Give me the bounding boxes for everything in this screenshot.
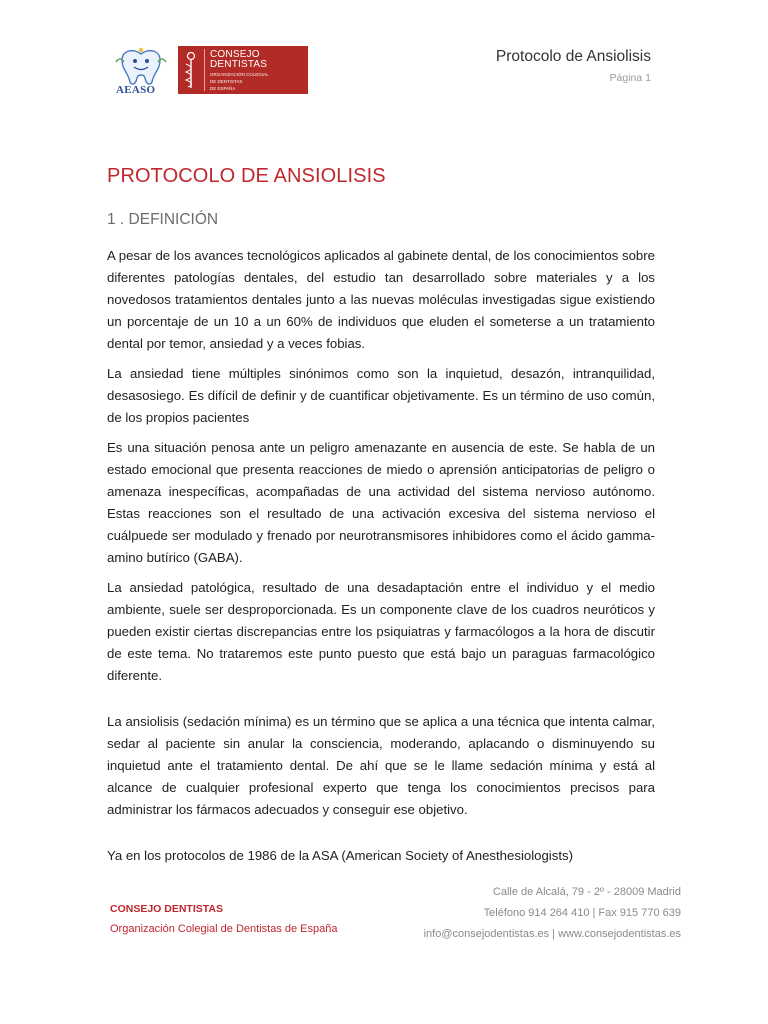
page-title: PROTOCOLO DE ANSIOLISIS bbox=[107, 165, 386, 187]
section-heading: 1 . DEFINICIÓN bbox=[107, 211, 219, 228]
page-number: Página 1 bbox=[609, 72, 651, 84]
body-text bbox=[107, 245, 655, 867]
header-info bbox=[496, 48, 651, 84]
paragraph: La ansiedad tiene múltiples sinónimos como son la inquietud, desazón, intranquilidad, desasosiego. Es difícil de definir y de cuantificar objetivamente. Es un término de uso común, de los propios pacientes bbox=[107, 366, 655, 425]
footer-org-name: CONSEJO DENTISTAS bbox=[110, 903, 223, 915]
footer-email-web: info@consejodentistas.es | www.consejodentistas.es bbox=[423, 928, 681, 940]
paragraph: Es una situación penosa ante un peligro amenazante en ausencia de este. Se habla de un estado emocional que presenta reacciones de miedo o aprensión anticipatorias de peligro o amenaza inespecíficas, acompañadas de una actividad del sistema nervioso autónomo. Estas reacciones son el resultado de una activación excesiva del sistema nervioso el cuálpuede ser modulado y frenado por neurotransmisores inhibidores como el ácido gamma-amino butírico (GABA). bbox=[107, 440, 655, 565]
footer-address: Calle de Alcalá, 79 - 2º - 28009 Madrid bbox=[492, 886, 681, 898]
logo-subtitle-line: DE ESPAÑA bbox=[210, 86, 236, 91]
footer-contact bbox=[424, 882, 681, 945]
logo-subtitle-line: DE DENTISTAS bbox=[210, 79, 243, 84]
caduceus-icon bbox=[178, 49, 205, 91]
aeaso-logo-text: AEASO bbox=[116, 84, 156, 96]
paragraph: La ansiolisis (sedación mínima) es un término que se aplica a una técnica que intenta calmar, sedar al paciente sin anular la consciencia, moderando, aplacando o disminuyendo su inquietud ante el tratamiento dental. De ahí que se le llame sedación mínima y está al alcance de cualquier profesional experto que tenga los conocimientos precisos para administrar los fármacos adecuados y conseguir ese objetivo. bbox=[107, 714, 655, 817]
header-logos bbox=[112, 46, 308, 96]
header-document-title: Protocolo de Ansiolisis bbox=[495, 48, 651, 65]
footer-organization bbox=[110, 903, 337, 935]
consejo-dentistas-logo bbox=[178, 46, 308, 94]
paragraph: La ansiedad patológica, resultado de una desadaptación entre el individuo y el medio ambiente, suele ser desproporcionada. Es un componente clave de los cuadros neuróticos y pueden existir ciertas discrepancias entre los psiquiatras y farmacólogos a la hora de discutir de este tema. No trataremos este punto puesto que está bajo un paraguas farmacológico diferente. bbox=[107, 580, 655, 683]
tooth-mascot-icon bbox=[112, 46, 170, 86]
paragraph: Ya en los protocolos de 1986 de la ASA (American Society of Anesthesiologists) bbox=[107, 848, 573, 863]
footer-phone-fax: Teléfono 914 264 410 | Fax 915 770 639 bbox=[483, 907, 681, 919]
logo-subtitle-line: ORGANIZACIÓN COLEGIAL bbox=[210, 72, 269, 77]
paragraph: A pesar de los avances tecnológicos aplicados al gabinete dental, de los conocimientos sobre diferentes patologías dentales, del estudio tan desarrollado sobre materiales y a los novedosos tratamientos dentales junto a las nuevas moléculas investigadas sigue existiendo un porcentaje de un 10 a un 60% de individuos que eluden el someterse a un tratamiento dental por temor, ansiedad y a veces fobias. bbox=[107, 248, 655, 351]
logo-text-dentistas: DENTISTAS bbox=[210, 59, 268, 70]
logo-text-consejo: CONSEJO bbox=[210, 49, 260, 60]
footer-org-full-name: Organización Colegial de Dentistas de España bbox=[110, 923, 338, 935]
aeaso-logo bbox=[112, 46, 170, 96]
